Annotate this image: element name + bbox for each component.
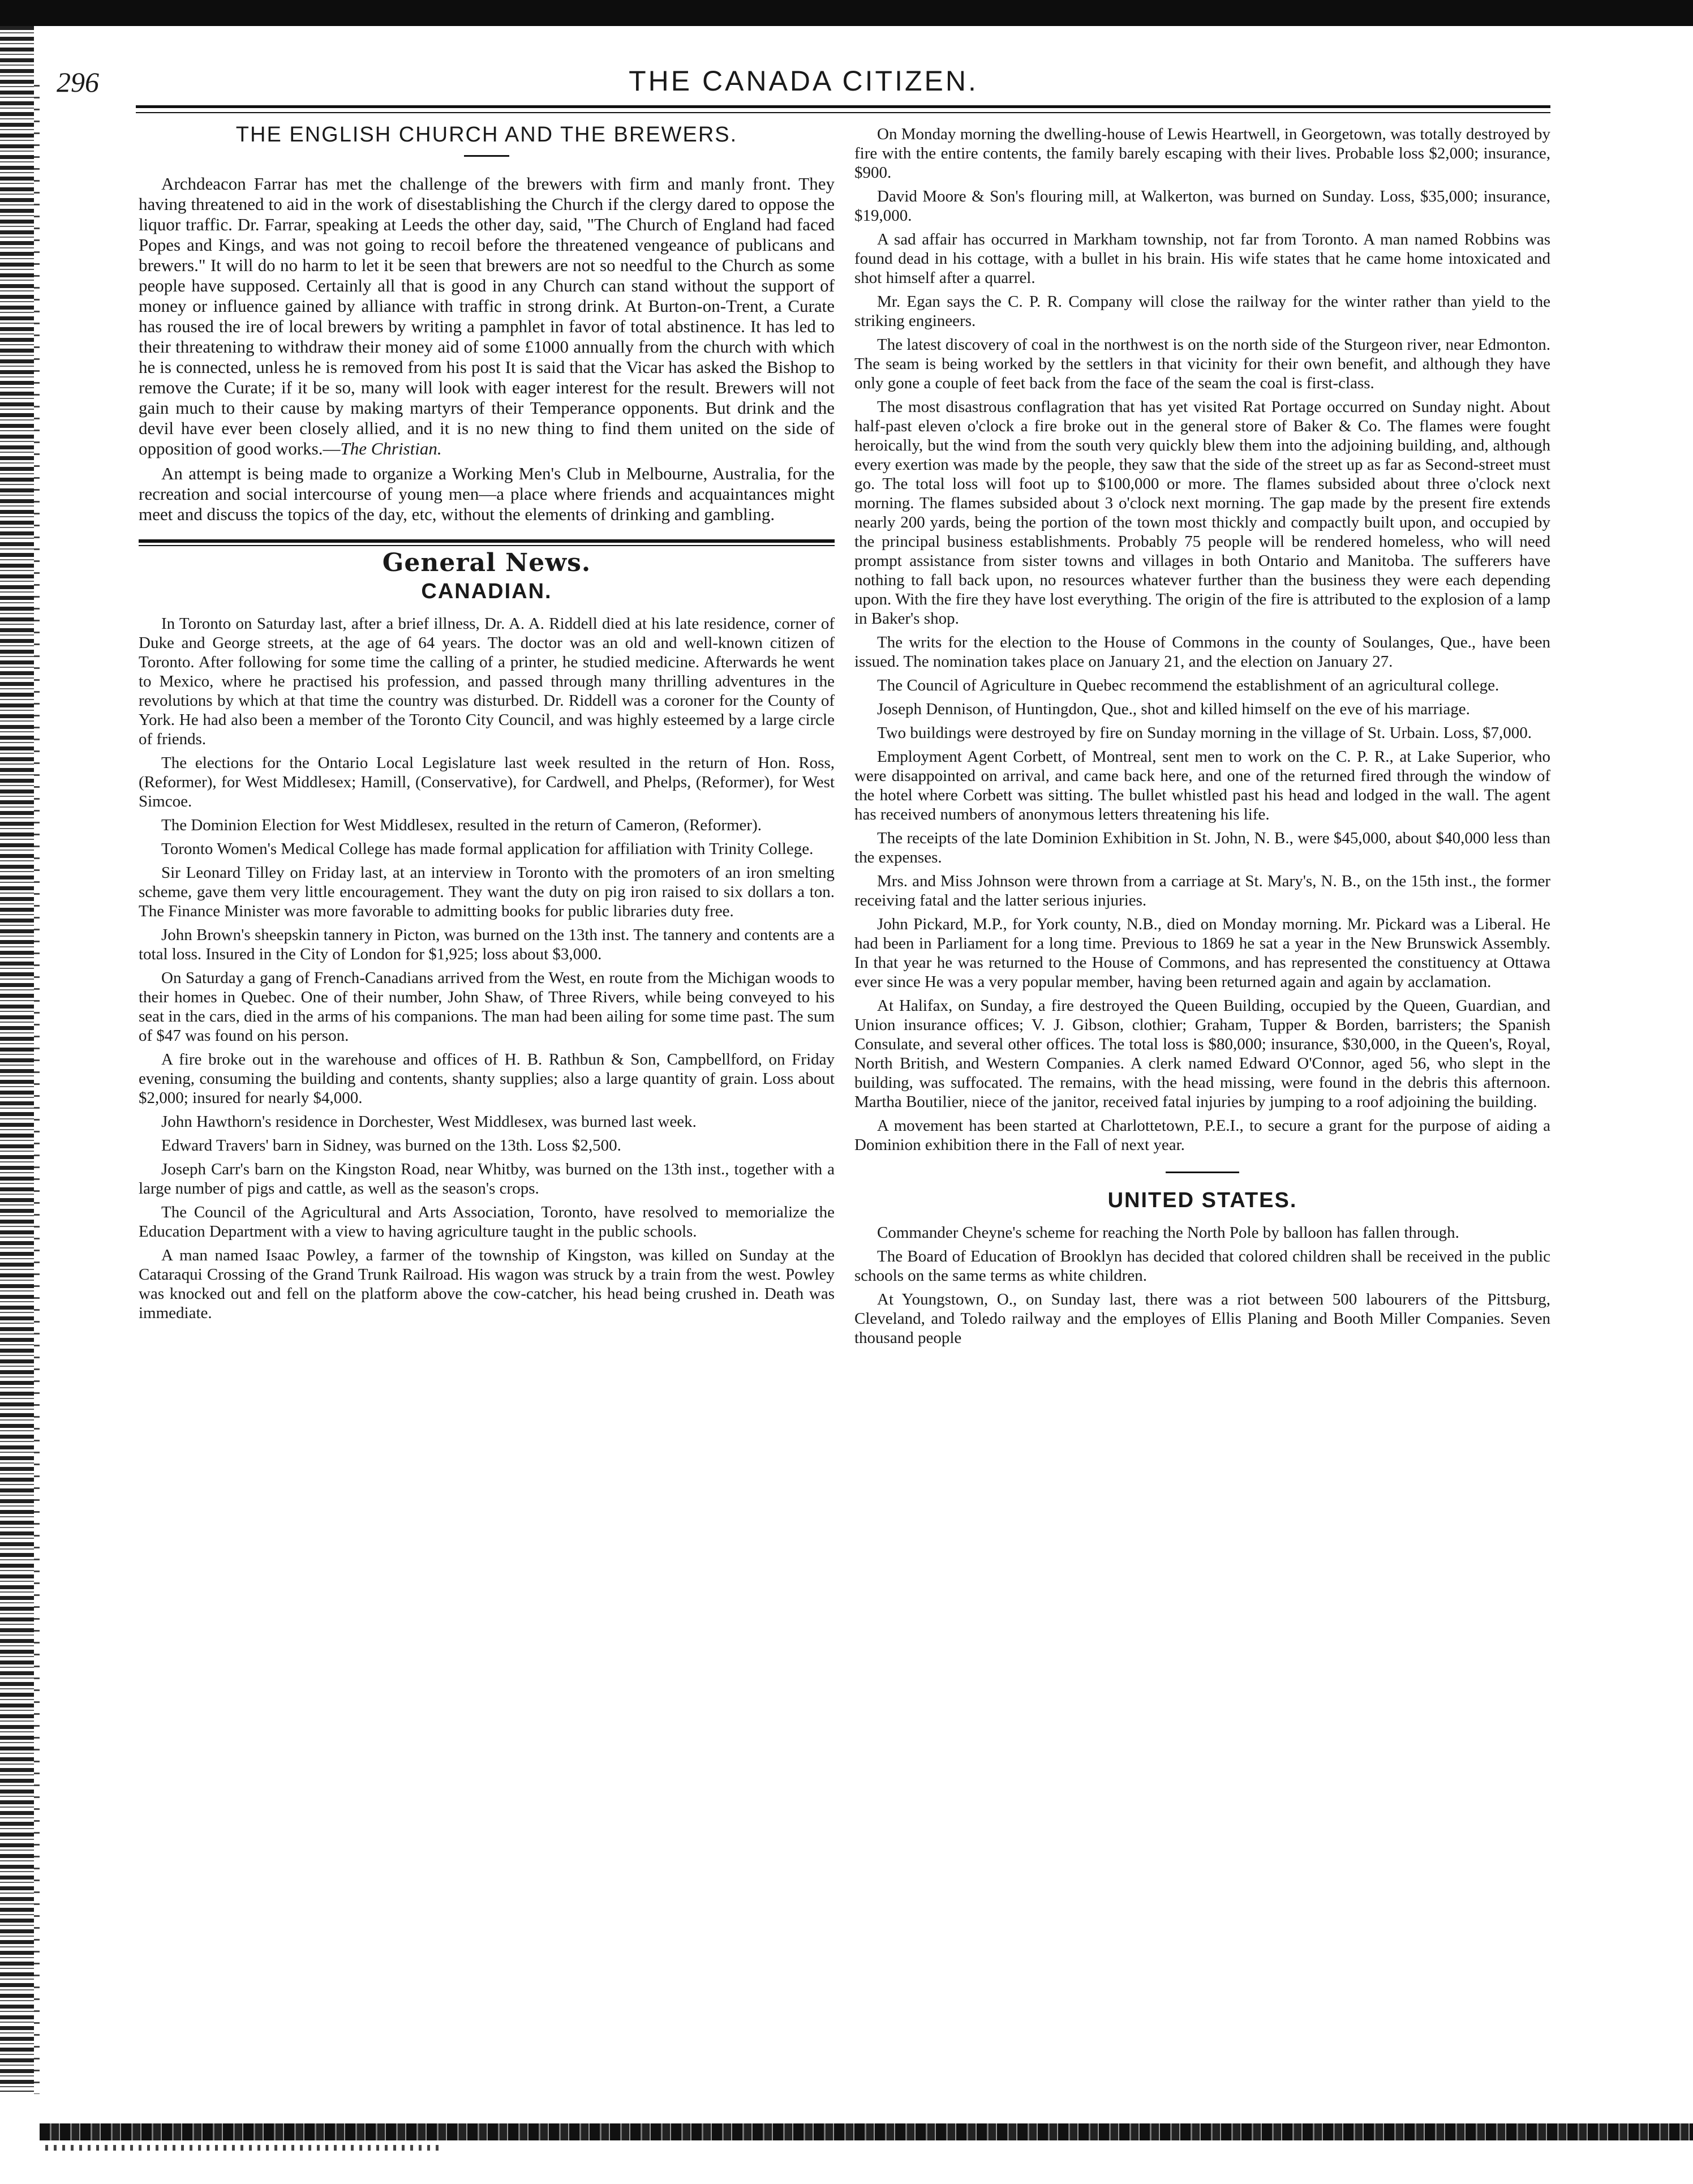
scan-left-edge — [0, 26, 34, 2092]
scan-left-edge-marks — [34, 85, 40, 2094]
news-item: The writs for the election to the House of Commons in the county of Soulanges, Que., have been issued. The nomination takes place on January 21, and the election on January 27. — [854, 633, 1550, 671]
news-item: A sad affair has occurred in Markham township, not far from Toronto. A man named Robbins was found dead in his cottage, with a bullet in his brain. His wife states that he came home intoxicated and shot himself after a quarrel. — [854, 230, 1550, 287]
scan-top-border — [0, 0, 1693, 26]
news-item: The latest discovery of coal in the northwest is on the north side of the Sturgeon river, near Edmonton. The seam is being worked by the settlers in that vicinity for their own benefit, and although they have only gone a couple of feet back from the face of the seam the coal is first-class. — [854, 336, 1550, 392]
right-column — [854, 125, 1550, 1352]
article-title: THE ENGLISH CHURCH AND THE BREWERS. — [235, 123, 738, 147]
news-item: John Hawthorn's residence in Dorchester, West Middlesex, was burned last week. — [161, 1113, 697, 1131]
news-item: A fire broke out in the warehouse and offices of H. B. Rathbun & Son, Campbellford, on Friday evening, consuming the building and contents, shanty supplies; also a large quantity of grain. Loss about $2,000; insured for nearly $4,000. — [139, 1050, 835, 1107]
title-rule — [464, 155, 509, 157]
subsection-title-united-states: UNITED STATES. — [1107, 1188, 1297, 1212]
news-item: Joseph Carr's barn on the Kingston Road, near Whitby, was burned on the 13th inst., together with a large number of pigs and cattle, as well as the season's crops. — [139, 1160, 835, 1198]
news-item: The receipts of the late Dominion Exhibition in St. John, N. B., were $45,000, about $40,000 less than the expenses. — [854, 829, 1550, 866]
scan-bottom-border — [40, 2123, 1693, 2140]
section-rule — [139, 539, 835, 546]
news-item: Mr. Egan says the C. P. R. Company will close the railway for the winter rather than yield to the striking engineers. — [854, 293, 1550, 330]
scan-bottom-marks — [45, 2145, 441, 2151]
subsection-title-canadian: CANADIAN. — [421, 580, 552, 603]
news-item: Mrs. and Miss Johnson were thrown from a carriage at St. Mary's, N. B., on the 15th inst., the former receiving fatal and the latter serious injuries. — [854, 872, 1550, 909]
news-item: Toronto Women's Medical College has made formal application for affiliation with Trinity College. — [161, 840, 814, 858]
section-title: General News. — [382, 548, 591, 577]
running-title: THE CANADA CITIZEN. — [629, 65, 978, 97]
news-item: Employment Agent Corbett, of Montreal, sent men to work on the C. P. R., at Lake Superior, who were disappointed on arrival, and came back here, and one of the returned fired through the window of the hotel where Corbett was sitting. The bullet whistled past his head and lodged in the wall. The agent has received numbers of anonymous letters threatening his life. — [854, 748, 1550, 823]
news-item: At Halifax, on Sunday, a fire destroyed the Queen Building, occupied by the Queen, Guardian, and Union insurance offices; V. J. Gibson, clothier; Graham, Tupper & Borden, barristers; the Spanish Consulate, and several other offices. The total loss is $80,000; insurance, $30,000, in the Queen's, Royal, North British, and Western Companies. A clerk named Edward O'Connor, aged 56, who slept in the building, was suffocated. The remains, with the head missing, were found in the debris this afternoon. Martha Boutilier, niece of the janitor, received fatal injuries by jumping to a roof adjoining the building. — [854, 997, 1550, 1111]
article-paragraph — [139, 174, 835, 459]
page-number: 296 — [57, 66, 99, 98]
news-item: The Board of Education of Brooklyn has decided that colored children shall be received in the public schools on the same terms as white children. — [854, 1247, 1550, 1285]
news-item: The Council of Agriculture in Quebec recommend the establishment of an agricultural college. — [877, 676, 1499, 694]
news-item: On Saturday a gang of French-Canadians arrived from the West, en route from the Michigan woods to their homes in Quebec. One of their number, John Shaw, of Three Rivers, while being conveyed to his seat in the cars, died in the arms of his companions. The man had been ailing for some time past. The sum of $47 was found on his person. — [139, 969, 835, 1045]
news-item: John Brown's sheepskin tannery in Picton, was burned on the 13th inst. The tannery and contents are a total loss. Insured in the City of London for $1,925; loss about $3,000. — [139, 926, 835, 963]
news-item: A movement has been started at Charlottetown, P.E.I., to secure a grant for the purpose of aiding a Dominion exhibition there in the Fall of next year. — [854, 1117, 1550, 1154]
news-item: The elections for the Ontario Local Legislature last week resulted in the return of Hon. Ross, (Reformer), for West Middlesex; Hamill, (Conservative), for Cardwell, and Phelps, (Reformer), for West Simcoe. — [139, 754, 835, 810]
news-item: Commander Cheyne's scheme for reaching the North Pole by balloon has fallen through. — [877, 1224, 1459, 1242]
news-item: Joseph Dennison, of Huntingdon, Que., shot and killed himself on the eve of his marriage. — [877, 700, 1470, 718]
news-item: John Pickard, M.P., for York county, N.B., died on Monday morning. Mr. Pickard was a Liberal. He had been in Parliament for a long time. Previous to 1869 he sat a year in the New Brunswick Assembly. In that year he was returned to the House of Commons, and has represented the constituency at Ottawa ever since He was a very popular member, having been returned again and again by acclamation. — [854, 915, 1550, 991]
news-item: The most disastrous conflagration that has yet visited Rat Portage occurred on Sunday night. About half-past eleven o'clock a fire broke out in the general store of Baker & Co. The flames were fought heroically, but the wind from the south very quickly blew them into the adjoining building, and, although every exertion was made by the people, they saw that the side of the street up as far as Second-street must go. The total loss will foot up to $100,000 or more. The flames subsided about three o'clock next morning. The flames subsided about 3 o'clock next morning. The gap made by the present fire extends nearly 200 yards, being the portion of the town most thickly and compactly built upon, and occupied by the principal business establishments. Probably 75 people will be rendered homeless, who will need prompt assistance from sister towns and villages in both Ontario and Manitoba. The sufferers have nothing to fall back upon, no resources whatever further than the business they were each depending upon. With the fire they have lost everything. The origin of the fire is attributed to the explosion of a lamp in Baker's shop. — [854, 398, 1550, 628]
section-divider — [1166, 1172, 1239, 1173]
news-item: Sir Leonard Tilley on Friday last, at an interview in Toronto with the promoters of an iron smelting scheme, gave them very little encouragement. They want the duty on pig iron raised to six dollars a ton. The Finance Minister was more favorable to admitting books for public libraries duty free. — [139, 864, 835, 920]
news-item: On Monday morning the dwelling-house of Lewis Heartwell, in Georgetown, was totally destroyed by fire with the entire contents, the family barely escaping with their lives. Probable loss $2,000; insurance, $900. — [854, 125, 1550, 182]
article-source: The Christian. — [340, 439, 442, 458]
news-item: David Moore & Son's flouring mill, at Walkerton, was burned on Sunday. Loss, $35,000; insurance, $19,000. — [854, 187, 1550, 225]
news-item: Edward Travers' barn in Sidney, was burned on the 13th. Loss $2,500. — [161, 1136, 621, 1155]
news-item: The Council of the Agricultural and Arts Association, Toronto, have resolved to memorialize the Education Department with a view to having agriculture taught in the public schools. — [139, 1203, 835, 1241]
news-item: The Dominion Election for West Middlesex, resulted in the return of Cameron, (Reformer). — [161, 816, 762, 834]
news-item: A man named Isaac Powley, a farmer of the township of Kingston, was killed on Sunday at the Cataraqui Crossing of the Grand Trunk Railroad. His wagon was struck by a train from the west. Powley was knocked out and fell on the platform above the cow-catcher, his head being crushed in. Death was immediate. — [139, 1246, 835, 1322]
news-item: At Youngstown, O., on Sunday last, there was a riot between 500 labourers of the Pittsburg, Cleveland, and Toledo railway and the employes of Ellis Planing and Booth Miller Companies. Seven thousand people — [854, 1290, 1550, 1347]
news-item: Two buildings were destroyed by fire on Sunday morning in the village of St. Urbain. Loss, $7,000. — [877, 724, 1532, 742]
left-column — [139, 125, 835, 1327]
header-rule — [136, 105, 1550, 113]
page-header — [57, 61, 1550, 101]
news-item: In Toronto on Saturday last, after a brief illness, Dr. A. A. Riddell died at his late residence, corner of Duke and George streets, at the age of 64 years. The doctor was an old and well-known citizen of Toronto. After following for some time the calling of a printer, he studied medicine. Afterwards he went to Mexico, where he practised his profession, and passed through many thrilling adventures in the revolutions by which at that time the country was disturbed. Dr. Riddell was a coroner for the County of York. He had also been a member of the Toronto City Council, and was highly esteemed by a large circle of friends. — [139, 615, 835, 748]
article-paragraph: An attempt is being made to organize a Working Men's Club in Melbourne, Australia, for the recreation and social intercourse of young men—a place where friends and acquaintances might meet and discuss the topics of the day, etc, without the elements of drinking and gambling. — [139, 464, 835, 524]
article-paragraph-text: Archdeacon Farrar has met the challenge of the brewers with firm and manly front. They having threatened to aid in the work of disestablishing the Church if the clergy dared to oppose the liquor traffic. Dr. Farrar, speaking at Leeds the other day, said, "The Church of England had faced Popes and Kings, and was not going to recoil before the threatened vengeance of publicans and brewers." It will do no harm to let it be seen that brewers are not so needful to the Church as some people have supposed. Certainly all that is good in any Church can stand without the support of money or influence gained by alliance with traffic in strong drink. At Burton-on-Trent, a Curate has roused the ire of local brewers by writing a pamphlet in favor of total abstinence. It has led to their threatening to withdraw their money aid of some £1000 annually from the church with which he is connected, unless he is removed from his post It is said that the Vicar has asked the Bishop to remove the Curate; if it be so, many will look with eager interest for the result. Brewers will not gain much to their cause by making martyrs of their Temperance opponents. But drink and the devil have ever been closely allied, and it is no new thing to find them united on the side of opposition of good works.— — [139, 174, 835, 458]
